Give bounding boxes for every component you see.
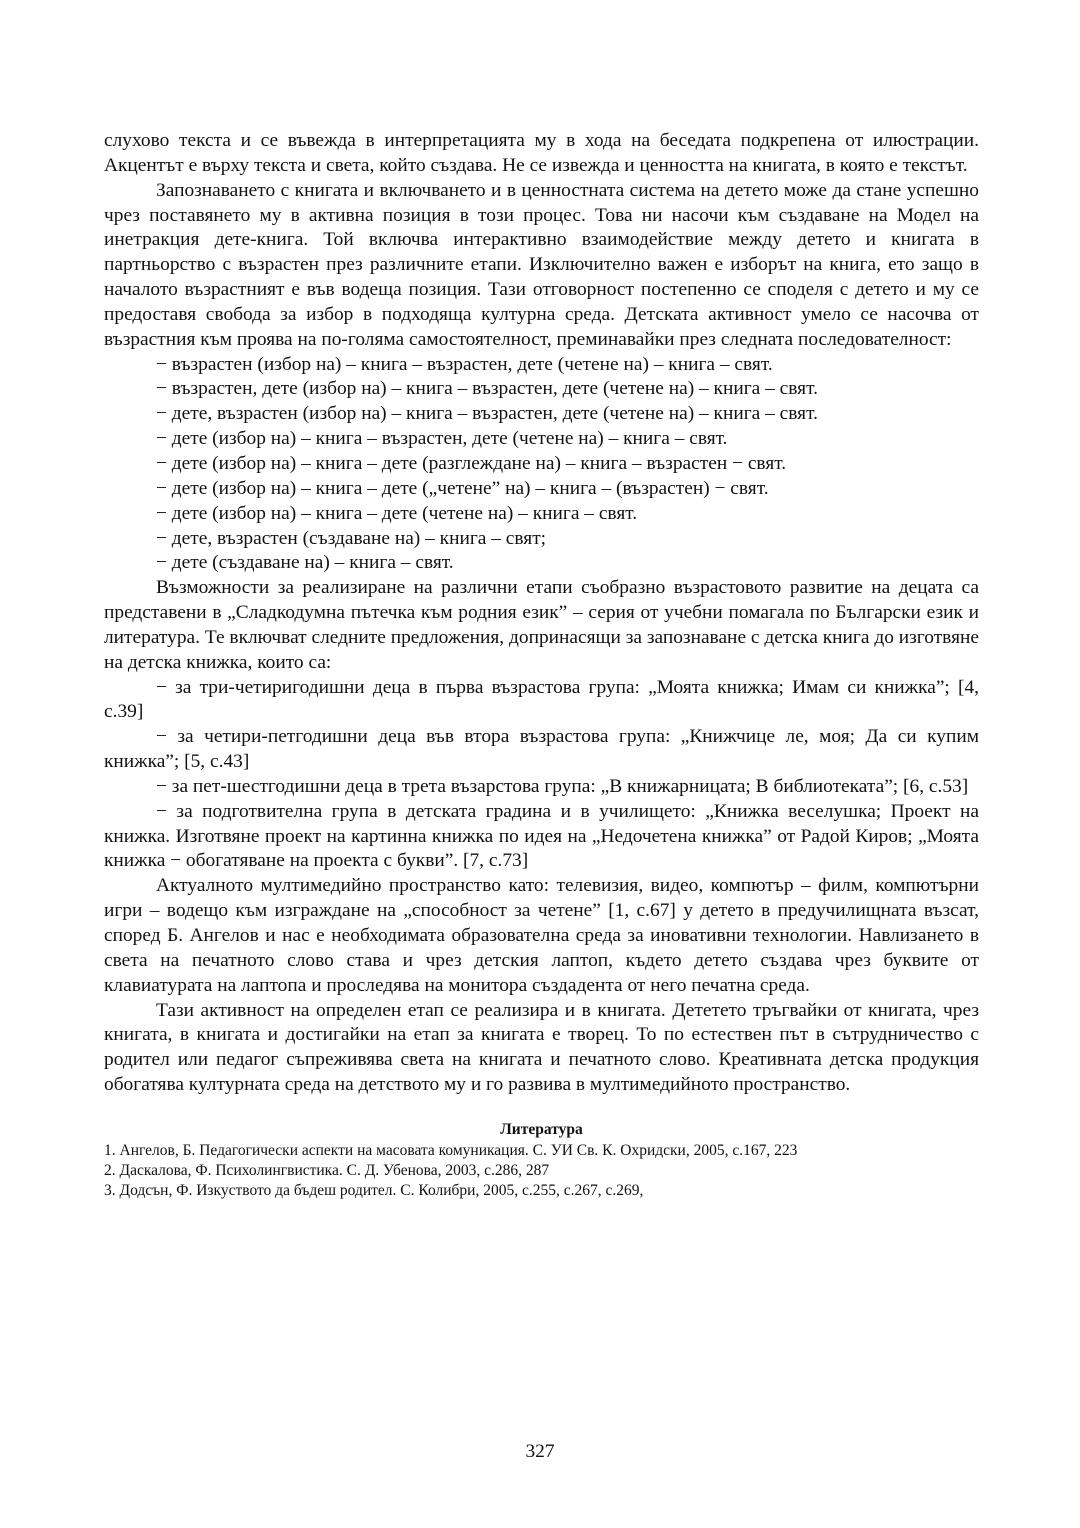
article-body bbox=[104, 129, 979, 1098]
paragraph-possibilities: Възможности за реализиране на различни етапи съобразно възрастовото развитие на децата са представени в „Сладкодумна пътечка към родния език” – серия от учебни помагала по Български език и литература. Те включват следните предложения, допринасящи за запознаване с детска книга до изготвяне на детска книжка, които са: bbox=[104, 577, 979, 673]
age-group-item: − за три-четиригодишни деца в първа възрастова група: „Моята книжка; Имам си книжка”; [4, с.39] bbox=[104, 676, 979, 723]
reference-item: 2. Даскалова, Ф. Психолингвистика. С. Д. Убенова, 2003, с.286, 287 bbox=[104, 1161, 550, 1179]
sequence-item: − възрастен (избор на) – книга – възрастен, дете (четене на) – книга – свят. bbox=[156, 353, 773, 375]
sequence-item: − дете (избор на) – книга – дете (разглеждане на) – книга – възрастен − свят. bbox=[156, 452, 787, 474]
sequence-item: − дете (създаване на) – книга – свят. bbox=[156, 552, 454, 574]
paragraph-conclusion: Тази активност на определен етап се реализира и в книгата. Дететето тръгвайки от книгата, чрез книгата, в книгата и достигайки на етап за книгата е творец. То по естествен път в сътрудничество с родител или педагог съпреживява света на книгата и печатното слово. Креативната детска продукция обогатява културната среда на детството му и го развива в мултимедийното пространство. bbox=[104, 999, 979, 1096]
sequence-item: − дете (избор на) – книга – възрастен, дете (четене на) – книга – свят. bbox=[156, 428, 728, 450]
age-group-item: − за пет-шестгодишни деца в трета възарстова група: „В книжарницата; В библиотеката”; [6, с.53] bbox=[156, 775, 969, 797]
sequence-item: − възрастен, дете (избор на) – книга – възрастен, дете (четене на) – книга – свят. bbox=[156, 378, 818, 400]
reference-item: 3. Додсън, Ф. Изкуството да бъдеш родител. С. Колибри, 2005, с.255, с.267, с.269, bbox=[104, 1181, 644, 1199]
references-section bbox=[104, 1119, 979, 1201]
sequence-item: − дете, възрастен (създаване на) – книга – свят; bbox=[156, 527, 547, 549]
page-number: 327 bbox=[525, 1441, 555, 1462]
sequence-item: − дете (избор на) – книга – дете („четене” на) – книга – (възрастен) − свят. bbox=[156, 477, 769, 499]
age-group-item: − за четири-петгодишни деца във втора възрастова група: „Книжчице ле, моя; Да си купим книжка”; [5, с.43] bbox=[104, 726, 979, 773]
paragraph-model-introduction: Запознаването с книгата и включването и в ценностната система на детето може да стане успешно чрез поставянето му в активна позиция в този процес. Това ни насочи към създаване на Модел на инетракция дете-книга. Той включва интерактивно взаимодействие между детето и книгата в партньорство с възрастен през различните етапи. Изключително важен е изборът на книга, ето защо в началото възрастният е във водеща позиция. Тази отговорност постепенно се споделя с детето и му се предоставя свобода за избор в подходяща културна среда. Детската активност умело се насочва от възрастния към проява на по-голяма самостоятелност, преминавайки през следната последователност: bbox=[104, 179, 979, 350]
paragraph-continuation: слухово текста и се въвежда в интерпретацията му в хода на беседата подкрепена от илюстрации. Акцентът е върху текста и света, който създава. Не се извежда и ценността на книгата, в която е текстът. bbox=[104, 130, 979, 176]
age-group-item: − за подготвителна група в детската градина и в училището: „Книжка веселушка; Проект на книжка. Изготвяне проект на картинна книжка по идея на „Недочетена книжка” от Радой Киров; „Моята книжка − обогатяване на проекта с букви”. [7, с.73] bbox=[104, 800, 979, 872]
references-title: Литература bbox=[500, 1120, 583, 1138]
paragraph-multimedia: Актуалното мултимедийно пространство като: телевизия, видео, компютър – филм, компютърни игри – водещо към изграждане на „способност за четене” [1, с.67] у детето в предучилищната възсат, според Б. Ангелов и нас е необходимата образователна среда за иновативни технологии. Навлизането в света на печатното слово става и чрез детския лаптоп, където детето създава чрез буквите от клавиатурата на лаптопа и проследява на монитора създадента от него печатна среда. bbox=[104, 875, 979, 996]
sequence-item: − дете (избор на) – книга – дете (четене на) – книга – свят. bbox=[156, 502, 638, 524]
reference-item: 1. Ангелов, Б. Педагогически аспекти на масовата комуникация. С. УИ Св. К. Охридски, 2005, с.167, 223 bbox=[104, 1141, 798, 1159]
page-content bbox=[104, 129, 979, 1201]
sequence-item: − дете, възрастен (избор на) – книга – възрастен, дете (четене на) – книга – свят. bbox=[156, 403, 818, 425]
